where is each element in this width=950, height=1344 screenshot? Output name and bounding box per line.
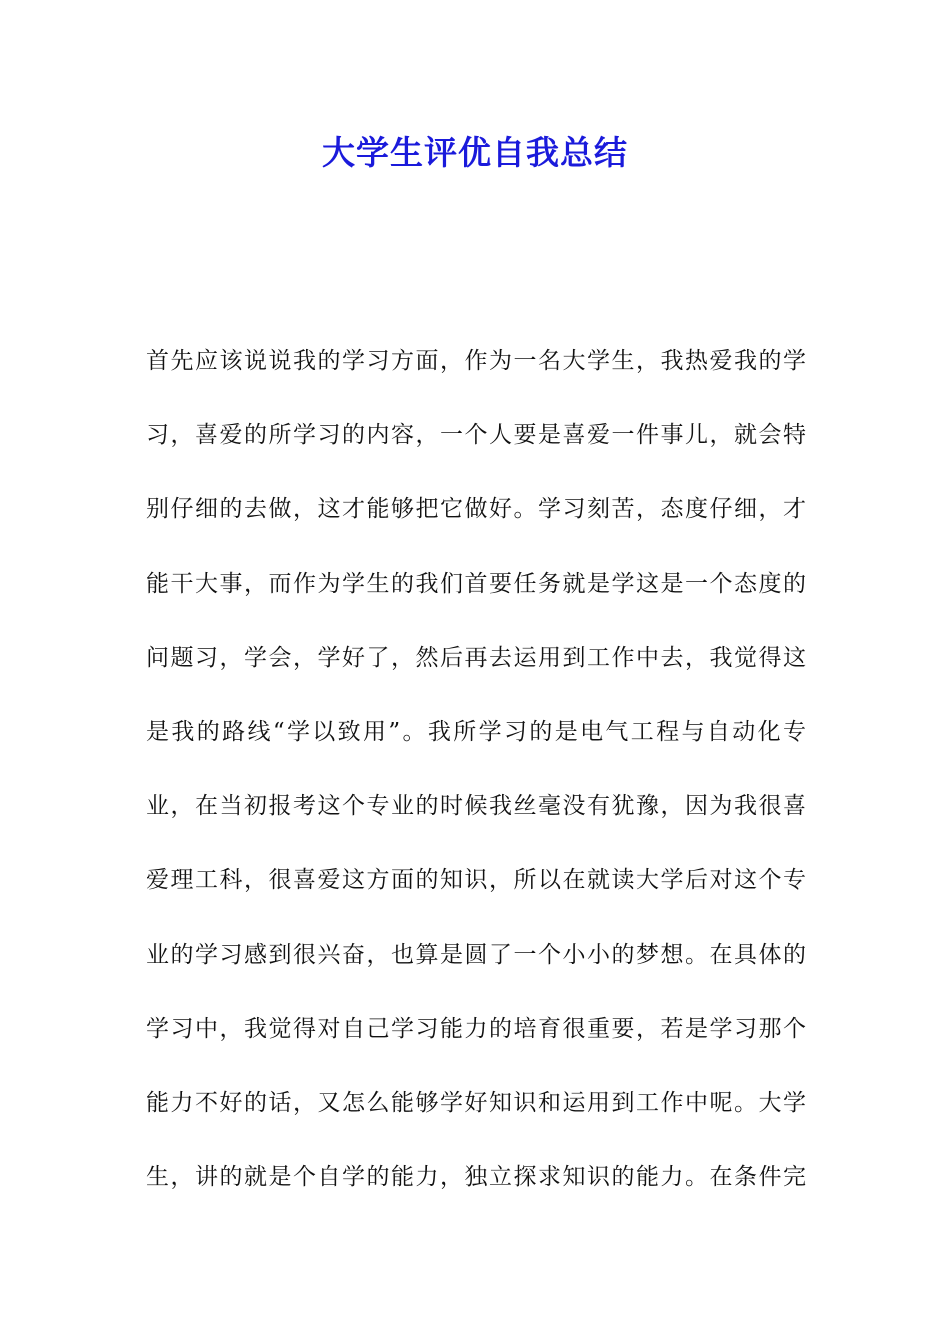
body-line: 问题习，学会，学好了，然后再去运用到工作中去，我觉得这	[146, 644, 806, 671]
document-title: 大学生评优自我总结	[322, 133, 628, 172]
body-line: 能力不好的话，又怎么能够学好知识和运用到工作中呢。大学	[146, 1089, 806, 1116]
body-line: 能干大事，而作为学生的我们首要任务就是学这是一个态度的	[146, 570, 806, 597]
body-line: 首先应该说说我的学习方面，作为一名大学生，我热爱我的学	[146, 348, 806, 374]
body-line: 学习中，我觉得对自己学习能力的培育很重要，若是学习那个	[146, 1015, 806, 1042]
body-line: 别仔细的去做，这才能够把它做好。学习刻苦，态度仔细，才	[146, 496, 806, 523]
body-line: 爱理工科，很喜爱这方面的知识，所以在就读大学后对这个专	[146, 867, 806, 894]
body-line: 业，在当初报考这个专业的时候我丝毫没有犹豫，因为我很喜	[146, 793, 806, 820]
document-body	[146, 336, 806, 1226]
body-line: 习，喜爱的所学习的内容，一个人要是喜爱一件事儿，就会特	[146, 422, 806, 449]
body-line: 生，讲的就是个自学的能力，独立探求知识的能力。在条件完	[146, 1164, 806, 1191]
body-line: 是我的路线“学以致用”。我所学习的是电气工程与自动化专	[146, 718, 806, 745]
body-line: 业的学习感到很兴奋，也算是圆了一个小小的梦想。在具体的	[146, 941, 806, 968]
